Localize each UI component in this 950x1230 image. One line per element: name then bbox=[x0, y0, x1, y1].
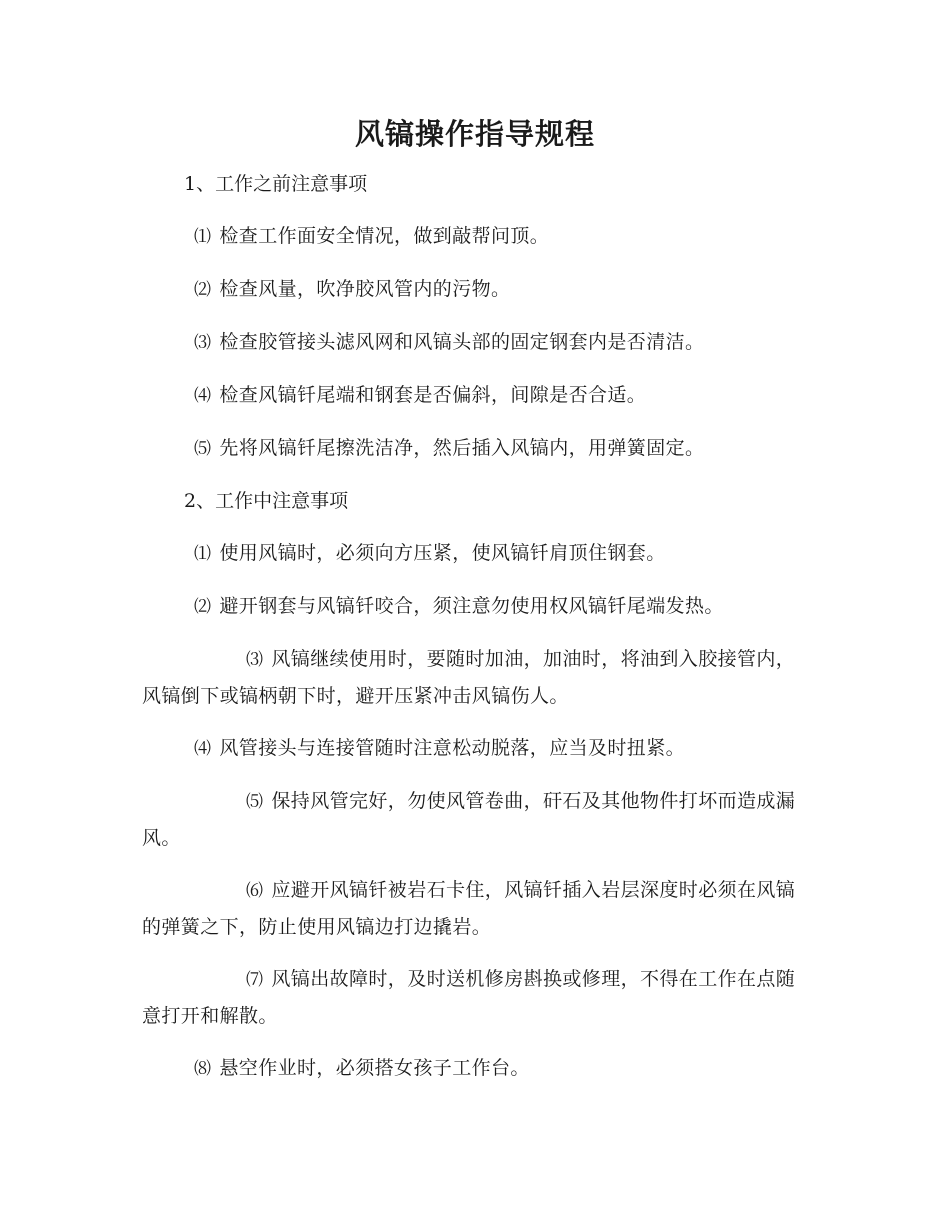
section-heading: 2、工作中注意事项 bbox=[184, 490, 349, 512]
item-text: 应避开风镐钎被岩石卡住，风镐钎插入岩层深度时必须在风镐的弹簧之下，防止使用风镐边打边撬岩。 bbox=[142, 879, 796, 938]
item-number: ⑵ bbox=[194, 597, 212, 617]
list-item bbox=[142, 588, 802, 625]
list-item bbox=[142, 1050, 802, 1087]
list-item bbox=[142, 730, 802, 767]
item-text: 使用风镐时，必须向方压紧，使风镐钎肩顶住钢套。 bbox=[219, 542, 666, 564]
item-text: 检查工作面安全情况，做到敲帮问顶。 bbox=[219, 225, 550, 247]
list-item bbox=[142, 324, 802, 361]
list-item bbox=[142, 783, 802, 856]
item-number: ⑻ bbox=[194, 1059, 212, 1079]
list-item bbox=[142, 961, 802, 1034]
item-number: ⑺ bbox=[246, 970, 264, 990]
item-text: 检查胶管接头滤风网和风镐头部的固定钢套内是否清洁。 bbox=[219, 331, 705, 353]
item-text: 保持风管完好，勿使风管卷曲，矸石及其他物件打坏而造成漏风。 bbox=[142, 790, 796, 849]
item-text: 风镐出故障时，及时送机修房斟换或修理，不得在工作在点随意打开和解散。 bbox=[142, 968, 796, 1027]
list-item bbox=[142, 271, 802, 308]
list-item bbox=[142, 377, 802, 414]
item-number: ⑶ bbox=[246, 650, 264, 670]
list-item bbox=[142, 872, 802, 945]
item-text: 检查风镐钎尾端和钢套是否偏斜，间隙是否合适。 bbox=[219, 384, 647, 406]
section-heading: 1、工作之前注意事项 bbox=[184, 173, 368, 195]
list-item bbox=[142, 535, 802, 572]
item-number: ⑷ bbox=[194, 386, 212, 406]
list-item bbox=[142, 430, 802, 467]
item-text: 风镐继续使用时，要随时加油，加油时，将油到入胶接管内，风镐倒下或镐柄朝下时，避开压紧冲击风镐伤人。 bbox=[142, 648, 796, 707]
item-text: 悬空作业时，必须搭女孩子工作台。 bbox=[219, 1057, 530, 1079]
item-number: ⑸ bbox=[246, 792, 264, 812]
item-text: 避开钢套与风镐钎咬合，须注意勿使用权风镐钎尾端发热。 bbox=[219, 595, 724, 617]
item-text: 检查风量，吹净胶风管内的污物。 bbox=[219, 278, 511, 300]
list-item bbox=[142, 641, 802, 714]
item-number: ⑸ bbox=[194, 439, 212, 459]
item-number: ⑶ bbox=[194, 333, 212, 353]
item-number: ⑴ bbox=[194, 227, 212, 247]
item-number: ⑵ bbox=[194, 280, 212, 300]
item-number: ⑷ bbox=[194, 739, 212, 759]
item-number: ⑹ bbox=[246, 881, 264, 901]
item-text: 风管接头与连接管随时注意松动脱落，应当及时扭紧。 bbox=[219, 737, 686, 759]
list-item bbox=[142, 218, 802, 255]
document-title: 风镐操作指导规程 bbox=[354, 117, 595, 151]
item-number: ⑴ bbox=[194, 544, 212, 564]
document-body bbox=[142, 166, 802, 1103]
item-text: 先将风镐钎尾擦洗洁净，然后插入风镐内，用弹簧固定。 bbox=[219, 437, 705, 459]
